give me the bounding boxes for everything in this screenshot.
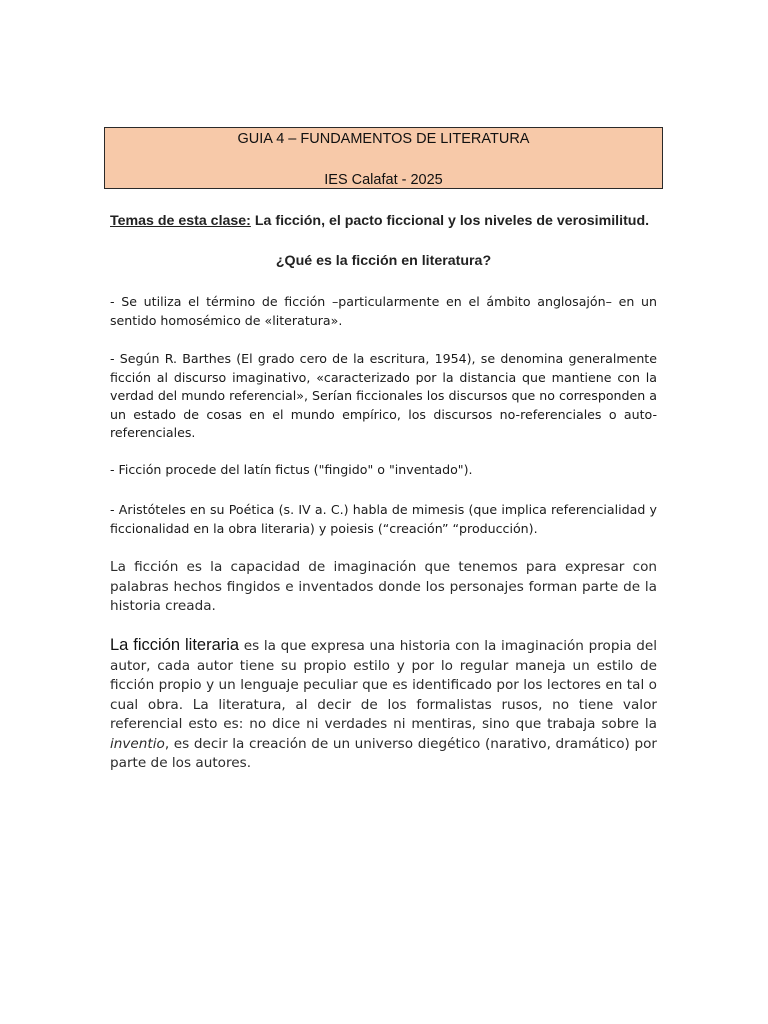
- paragraph-literary-fiction: [110, 636, 657, 774]
- paragraph-fiction-definition: La ficción es la capacidad de imaginación que tenemos para expresar con palabras hechos fingidos e inventados donde los personajes forman parte de la historia creada.: [110, 559, 657, 614]
- paragraph-homosemic: - Se utiliza el término de ficción –particularmente en el ámbito anglosajón– en un sentido homosémico de «literatura».: [110, 294, 657, 328]
- topics-label: Temas de esta clase:: [110, 213, 251, 229]
- literary-fiction-lead: La ficción literaria: [110, 636, 240, 654]
- class-topics: [110, 213, 657, 229]
- paragraph-etymology: - Ficción procede del latín fictus ("fingido" o "inventado").: [110, 462, 473, 477]
- title-box: [104, 127, 663, 189]
- inventio-term: inventio: [110, 735, 165, 752]
- topics-text: La ficción, el pacto ficcional y los niveles de verosimilitud.: [250, 213, 650, 229]
- section-heading: ¿Qué es la ficción en literatura?: [275, 253, 492, 269]
- document-subtitle: IES Calafat - 2025: [324, 172, 443, 188]
- paragraph-aristotle: - Aristóteles en su Poética (s. IV a. C.) habla de mimesis (que implica referencialidad y ficcionalidad en la obra literaria) y poiesis (“creación” “producción).: [110, 502, 657, 536]
- literary-fiction-text-1: es la que expresa una historia con la imaginación propia del autor, cada autor tiene su propio estilo y por lo regular maneja un estilo de ficción propio y un lenguaje peculiar que es identificado por los lectores en tal o cual obra. La literatura, al decir de los formalistas rusos, no tiene valor referencial esto es: no dice ni verdades ni mentiras, sino que trabaja sobre la: [110, 638, 657, 732]
- literary-fiction-text-2: , es decir la creación de un universo diegético (narativo, dramático) por parte de los autores.: [110, 735, 657, 771]
- document-title: GUIA 4 – FUNDAMENTOS DE LITERATURA: [237, 131, 530, 147]
- paragraph-barthes: - Según R. Barthes (El grado cero de la escritura, 1954), se denomina generalmente ficción al discurso imaginativo, «caracterizado por la distancia que mantiene con la verdad del mundo referencial», Serían ficcionales los discursos que no corresponden a un estado de cosas en el mundo empírico, los discursos no-referenciales o auto-referenciales.: [110, 351, 657, 440]
